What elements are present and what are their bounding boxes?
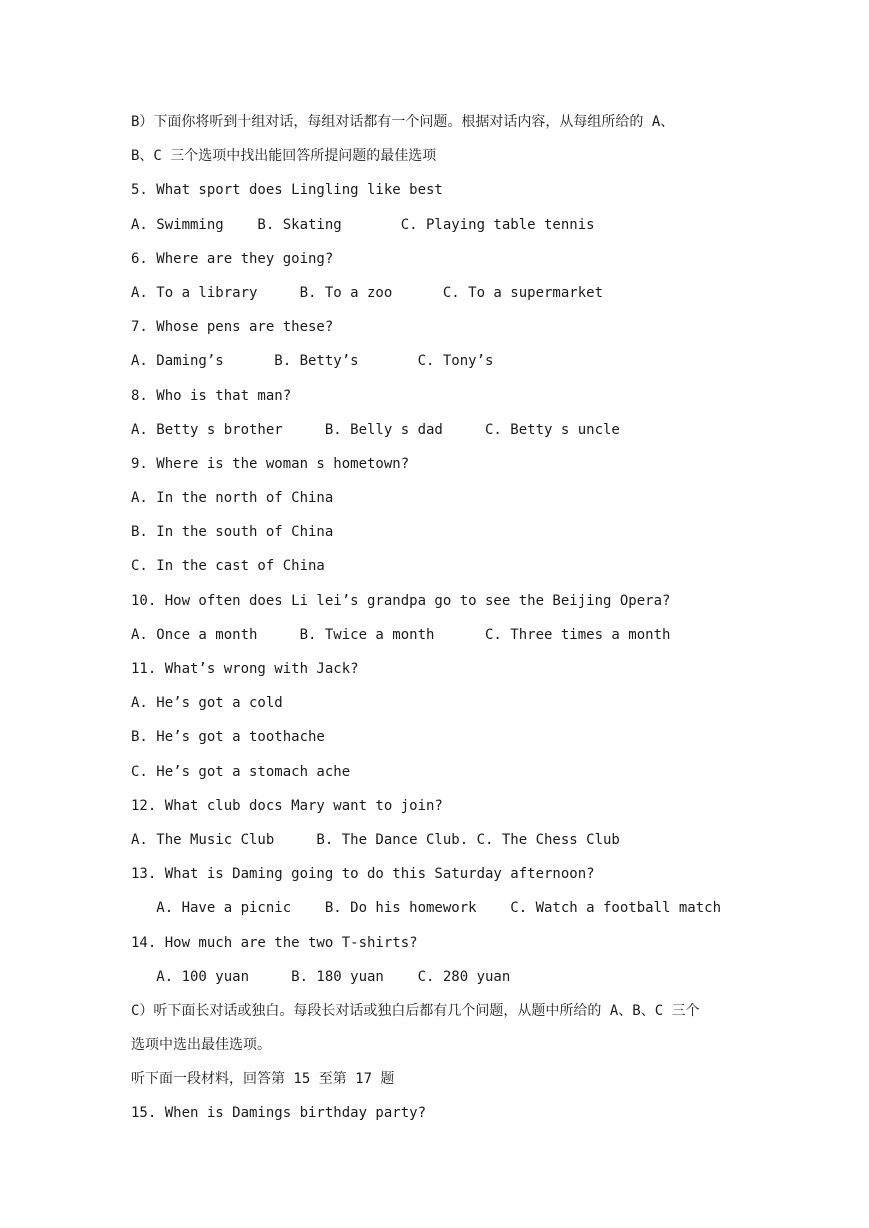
listening-section <box>131 112 771 1138</box>
question-10-options: A. Once a month B. Twice a month C. Three times a month <box>131 626 671 643</box>
section-c-instruction-line2: 选项中选出最佳选项。 <box>131 1037 271 1054</box>
question-8-options: A. Betty s brother B. Belly s dad C. Betty s uncle <box>131 421 620 438</box>
question-14-options: A. 100 yuan B. 180 yuan C. 280 yuan <box>131 968 511 985</box>
section-b-instruction-line1: B）下面你将听到十组对话，每组对话都有一个问题。根据对话内容，从每组所给的 A、 <box>131 114 675 130</box>
question-15: 15. When is Damings birthday party? <box>131 1105 427 1122</box>
question-7-options: A. Daming’s B. Betty’s C. Tony’s <box>131 353 494 370</box>
question-10: 10. How often does Li lei’s grandpa go to see the Beijing Opera? <box>131 592 671 609</box>
question-11-option-b: B. He’s got a toothache <box>131 729 325 746</box>
question-6: 6. Where are they going? <box>131 250 334 267</box>
question-12-options: A. The Music Club B. The Dance Club. C. The Chess Club <box>131 831 620 848</box>
question-13: 13. What is Daming going to do this Saturday afternoon? <box>131 866 595 883</box>
question-9-option-a: A. In the north of China <box>131 490 334 507</box>
question-11-option-c: C. He’s got a stomach ache <box>131 763 351 780</box>
section-b-instruction-line2: B、C 三个选项中找出能回答所提问题的最佳选项 <box>131 148 437 165</box>
question-11-option-a: A. He’s got a cold <box>131 695 283 712</box>
question-9-option-c: C. In the cast of China <box>131 558 325 575</box>
question-14: 14. How much are the two T-shirts? <box>131 934 418 951</box>
section-c-instruction-line1: C）听下面长对话或独白。每段长对话或独白后都有几个问题，从题中所给的 A、B、C 三个 <box>131 1002 700 1019</box>
question-5-options: A. Swimming B. Skating C. Playing table tennis <box>131 216 595 233</box>
question-11: 11. What’s wrong with Jack? <box>131 661 359 677</box>
question-6-options: A. To a library B. To a zoo C. To a supermarket <box>131 284 604 301</box>
section-c-material-note: 听下面一段材料，回答第 15 至第 17 题 <box>131 1071 395 1088</box>
question-12: 12. What club docs Mary want to join? <box>131 797 443 814</box>
question-13-options: A. Have a picnic B. Do his homework C. Watch a football match <box>131 900 722 917</box>
question-7: 7. Whose pens are these? <box>131 319 334 336</box>
question-8: 8. Who is that man? <box>131 387 292 404</box>
question-9: 9. Where is the woman s hometown? <box>131 455 410 472</box>
question-9-option-b: B. In the south of China <box>131 524 334 541</box>
question-5: 5. What sport does Lingling like best <box>131 182 443 199</box>
